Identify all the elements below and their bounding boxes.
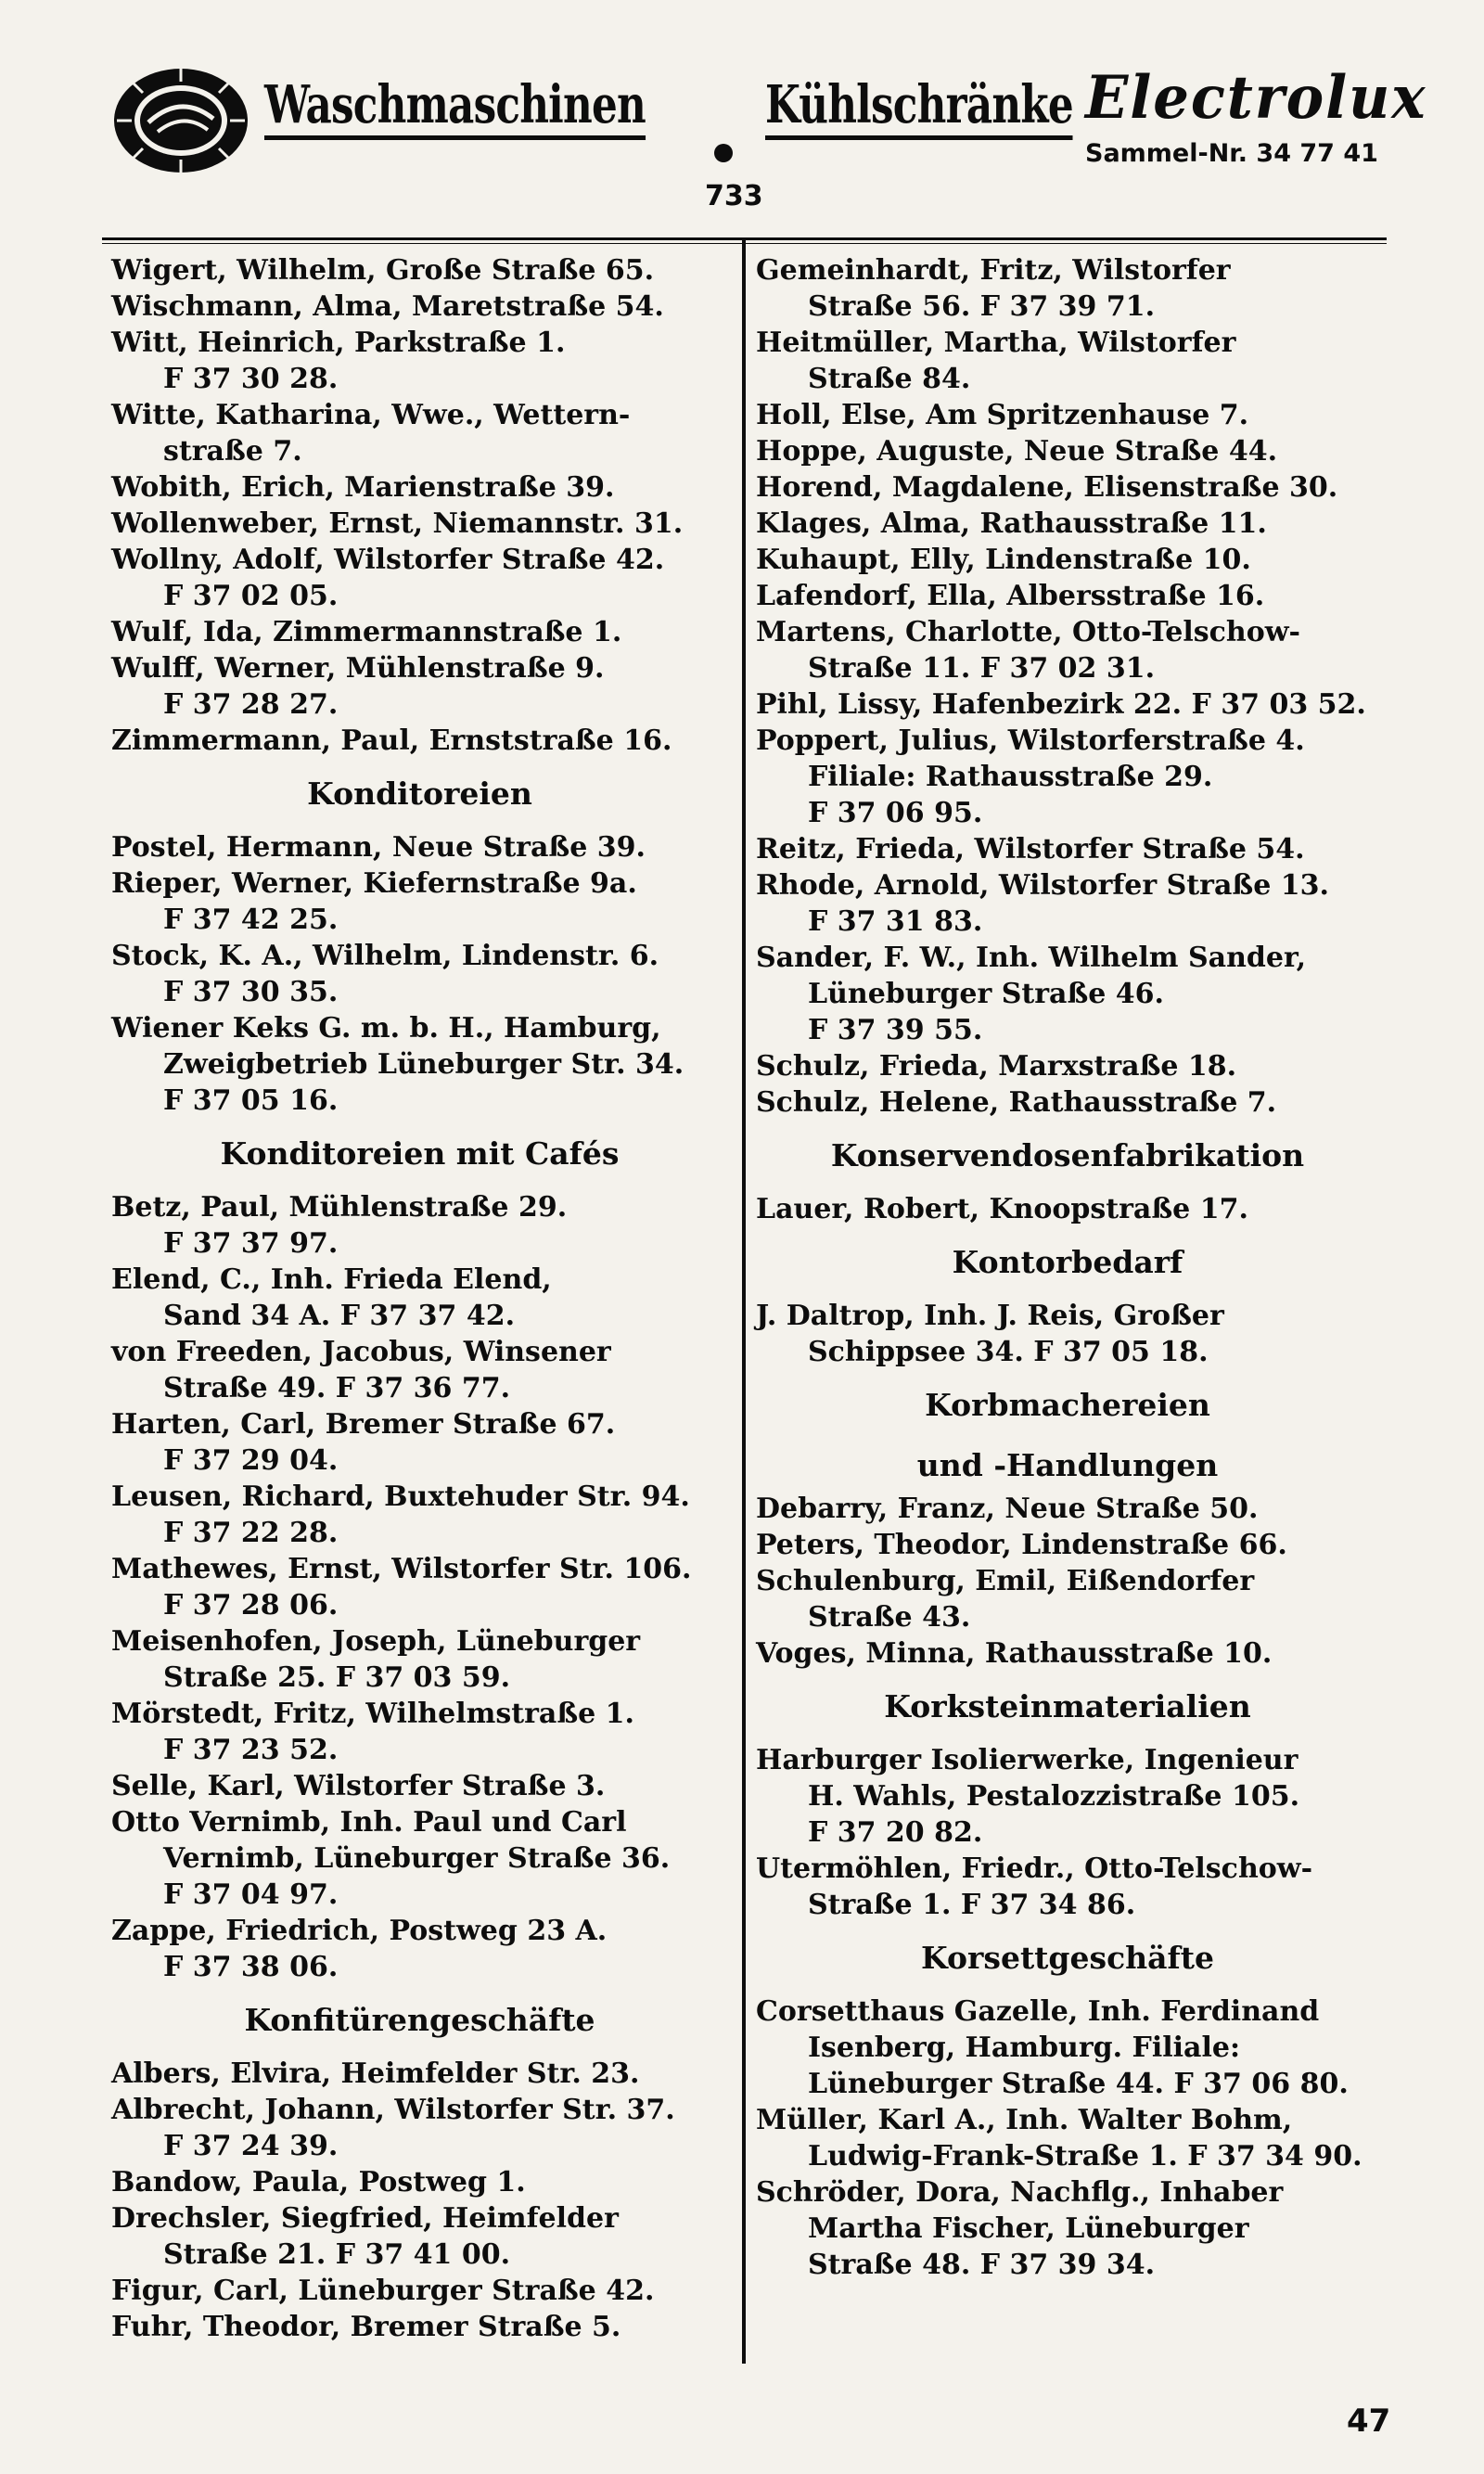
entry-continuation: F 37 05 16. bbox=[163, 1084, 339, 1117]
section-heading: Kontorbedarf bbox=[952, 1244, 1183, 1280]
directory-entry: Harburger Isolierwerke, Ingenieur bbox=[756, 1744, 1298, 1776]
directory-entry: Lafendorf, Ella, Albersstraße 16. bbox=[756, 580, 1265, 612]
column-divider bbox=[742, 239, 746, 2364]
directory-entry: Utermöhlen, Friedr., Otto-Telschow- bbox=[756, 1852, 1313, 1885]
directory-entry: Sander, F. W., Inh. Wilhelm Sander, bbox=[756, 942, 1307, 974]
entry-continuation: Vernimb, Lüneburger Straße 36. bbox=[163, 1842, 671, 1875]
directory-entry: Lauer, Robert, Knoopstraße 17. bbox=[756, 1193, 1248, 1225]
footer-number: 47 bbox=[1347, 2403, 1391, 2440]
entry-continuation: Sand 34 A. F 37 37 42. bbox=[163, 1300, 516, 1332]
directory-entry: Albrecht, Johann, Wilstorfer Str. 37. bbox=[111, 2094, 675, 2126]
directory-entry: Drechsler, Siegfried, Heimfelder bbox=[111, 2202, 619, 2235]
entry-continuation: F 37 30 35. bbox=[163, 976, 339, 1008]
directory-entry: Wischmann, Alma, Maretstraße 54. bbox=[111, 290, 664, 323]
directory-entry: Meisenhofen, Joseph, Lüneburger bbox=[111, 1625, 641, 1658]
entry-continuation: F 37 23 52. bbox=[163, 1734, 339, 1766]
electrolux-sun-logo bbox=[111, 65, 250, 176]
entry-continuation: F 37 28 06. bbox=[163, 1589, 339, 1622]
directory-entry: Mathewes, Ernst, Wilstorfer Str. 106. bbox=[111, 1553, 692, 1585]
directory-entry: Reitz, Frieda, Wilstorfer Straße 54. bbox=[756, 833, 1305, 865]
directory-entry: Pihl, Lissy, Hafenbezirk 22. F 37 03 52. bbox=[756, 688, 1366, 721]
directory-entry: Zimmermann, Paul, Ernststraße 16. bbox=[111, 724, 672, 757]
directory-entry: Heitmüller, Martha, Wilstorfer bbox=[756, 327, 1236, 359]
section-heading: Konditoreien bbox=[307, 776, 532, 812]
entry-continuation: Straße 43. bbox=[808, 1601, 971, 1634]
entry-continuation: Ludwig-Frank-Straße 1. F 37 34 90. bbox=[808, 2140, 1362, 2173]
directory-entry: Harten, Carl, Bremer Straße 67. bbox=[111, 1408, 616, 1441]
advertisement-header bbox=[102, 56, 1427, 186]
entry-continuation: Filiale: Rathausstraße 29. bbox=[808, 761, 1213, 793]
directory-entry: Witt, Heinrich, Parkstraße 1. bbox=[111, 327, 566, 359]
directory-entry: Rieper, Werner, Kiefernstraße 9a. bbox=[111, 867, 637, 900]
section-heading-continuation: und -Handlungen bbox=[916, 1447, 1219, 1483]
entry-continuation: Isenberg, Hamburg. Filiale: bbox=[808, 2032, 1241, 2064]
entry-continuation: F 37 31 83. bbox=[808, 905, 983, 938]
entry-continuation: F 37 24 39. bbox=[163, 2130, 339, 2162]
section-heading: Konfitürengeschäfte bbox=[244, 2002, 595, 2038]
entry-continuation: F 37 22 28. bbox=[163, 1517, 339, 1549]
brand-name: Electrolux bbox=[1085, 63, 1427, 133]
directory-entry: Wollenweber, Ernst, Niemannstr. 31. bbox=[111, 507, 684, 540]
section-heading: Korksteinmaterialien bbox=[884, 1688, 1251, 1724]
directory-entry: Wulf, Ida, Zimmermannstraße 1. bbox=[111, 616, 622, 648]
entry-continuation: F 37 04 97. bbox=[163, 1878, 339, 1911]
entry-continuation: Straße 48. F 37 39 34. bbox=[808, 2249, 1156, 2281]
directory-entry: Schröder, Dora, Nachflg., Inhaber bbox=[756, 2176, 1284, 2209]
directory-entry: Wigert, Wilhelm, Große Straße 65. bbox=[111, 254, 655, 287]
directory-entry: Corsetthaus Gazelle, Inh. Ferdinand bbox=[756, 1995, 1320, 2028]
page-number: 733 bbox=[705, 180, 763, 212]
directory-entry: Figur, Carl, Lüneburger Straße 42. bbox=[111, 2275, 655, 2307]
entry-continuation: F 37 02 05. bbox=[163, 580, 339, 612]
entry-continuation: Straße 25. F 37 03 59. bbox=[163, 1661, 511, 1694]
directory-entry: Fuhr, Theodor, Bremer Straße 5. bbox=[111, 2311, 621, 2343]
entry-continuation: Straße 1. F 37 34 86. bbox=[808, 1889, 1136, 1921]
directory-entry: Gemeinhardt, Fritz, Wilstorfer bbox=[756, 254, 1231, 287]
directory-entry: Horend, Magdalene, Elisenstraße 30. bbox=[756, 471, 1338, 504]
section-heading: Korsettgeschäfte bbox=[921, 1940, 1214, 1976]
directory-entry: Kuhaupt, Elly, Lindenstraße 10. bbox=[756, 544, 1251, 576]
entry-continuation: F 37 37 97. bbox=[163, 1227, 339, 1260]
section-heading: Konditoreien mit Cafés bbox=[220, 1135, 620, 1172]
directory-entry: Bandow, Paula, Postweg 1. bbox=[111, 2166, 526, 2198]
directory-entry: Debarry, Franz, Neue Straße 50. bbox=[756, 1493, 1259, 1525]
collective-phone-number: Sammel-Nr. 34 77 41 bbox=[1085, 139, 1378, 168]
entry-continuation: F 37 39 55. bbox=[808, 1014, 983, 1046]
entry-continuation: Lüneburger Straße 44. F 37 06 80. bbox=[808, 2068, 1349, 2100]
left-column bbox=[111, 252, 728, 2345]
directory-entry: Postel, Hermann, Neue Straße 39. bbox=[111, 831, 646, 864]
directory-entry: Wobith, Erich, Marienstraße 39. bbox=[111, 471, 615, 504]
section-heading: Korbmachereien bbox=[925, 1387, 1210, 1423]
entry-continuation: Straße 11. F 37 02 31. bbox=[808, 652, 1156, 685]
directory-entry: Klages, Alma, Rathausstraße 11. bbox=[756, 507, 1267, 540]
directory-entry: Wulff, Werner, Mühlenstraße 9. bbox=[111, 652, 605, 685]
entry-continuation: F 37 30 28. bbox=[163, 363, 339, 395]
header-bullet bbox=[714, 144, 733, 162]
section-heading: Konservendosenfabrikation bbox=[830, 1137, 1305, 1173]
directory-entry: Zappe, Friedrich, Postweg 23 A. bbox=[111, 1915, 608, 1947]
directory-entry: Stock, K. A., Wilhelm, Lindenstr. 6. bbox=[111, 940, 659, 972]
directory-entry: Voges, Minna, Rathausstraße 10. bbox=[756, 1637, 1273, 1670]
entry-continuation: straße 7. bbox=[163, 435, 302, 468]
directory-entry: Selle, Karl, Wilstorfer Straße 3. bbox=[111, 1770, 606, 1802]
directory-entry: Witte, Katharina, Wwe., Wettern- bbox=[111, 399, 631, 431]
directory-entry: Müller, Karl A., Inh. Walter Bohm, bbox=[756, 2104, 1293, 2136]
directory-entry: Hoppe, Auguste, Neue Straße 44. bbox=[756, 435, 1278, 468]
entry-continuation: F 37 29 04. bbox=[163, 1444, 339, 1477]
entry-continuation: F 37 38 06. bbox=[163, 1951, 339, 1983]
directory-entry: Poppert, Julius, Wilstorferstraße 4. bbox=[756, 724, 1305, 757]
directory-entry: Holl, Else, Am Spritzenhause 7. bbox=[756, 399, 1249, 431]
directory-entry: Leusen, Richard, Buxtehuder Str. 94. bbox=[111, 1481, 690, 1513]
directory-entry: Betz, Paul, Mühlenstraße 29. bbox=[111, 1191, 568, 1224]
directory-entry: Schulenburg, Emil, Eißendorfer bbox=[756, 1565, 1255, 1597]
directory-entry: J. Daltrop, Inh. J. Reis, Großer bbox=[756, 1300, 1224, 1332]
entry-continuation: H. Wahls, Pestalozzistraße 105. bbox=[808, 1780, 1300, 1813]
header-washing-machines: Waschmaschinen bbox=[264, 74, 646, 140]
entry-continuation: Zweigbetrieb Lüneburger Str. 34. bbox=[163, 1048, 684, 1081]
entry-continuation: Straße 21. F 37 41 00. bbox=[163, 2238, 511, 2271]
header-refrigerators: Kühlschränke bbox=[765, 74, 1073, 140]
entry-continuation: F 37 42 25. bbox=[163, 904, 339, 936]
directory-entry: Wiener Keks G. m. b. H., Hamburg, bbox=[111, 1012, 661, 1045]
entry-continuation: Straße 56. F 37 39 71. bbox=[808, 290, 1156, 323]
directory-entry: Otto Vernimb, Inh. Paul und Carl bbox=[111, 1806, 627, 1839]
entry-continuation: Schippsee 34. F 37 05 18. bbox=[808, 1336, 1209, 1368]
entry-continuation: F 37 06 95. bbox=[808, 797, 983, 829]
directory-entry: Wollny, Adolf, Wilstorfer Straße 42. bbox=[111, 544, 665, 576]
directory-entry: von Freeden, Jacobus, Winsener bbox=[111, 1336, 611, 1368]
directory-entry: Peters, Theodor, Lindenstraße 66. bbox=[756, 1529, 1287, 1561]
directory-entry: Schulz, Helene, Rathausstraße 7. bbox=[756, 1086, 1277, 1119]
directory-entry: Martens, Charlotte, Otto-Telschow- bbox=[756, 616, 1300, 648]
entry-continuation: F 37 28 27. bbox=[163, 688, 339, 721]
directory-entry: Rhode, Arnold, Wilstorfer Straße 13. bbox=[756, 869, 1329, 902]
directory-entry: Elend, C., Inh. Frieda Elend, bbox=[111, 1263, 552, 1296]
directory-entry: Albers, Elvira, Heimfelder Str. 23. bbox=[111, 2057, 640, 2090]
right-column bbox=[756, 252, 1379, 2283]
entry-continuation: Straße 84. bbox=[808, 363, 971, 395]
entry-continuation: F 37 20 82. bbox=[808, 1816, 983, 1849]
directory-entry: Mörstedt, Fritz, Wilhelmstraße 1. bbox=[111, 1698, 634, 1730]
entry-continuation: Lüneburger Straße 46. bbox=[808, 978, 1164, 1010]
entry-continuation: Martha Fischer, Lüneburger bbox=[808, 2212, 1249, 2245]
directory-entry: Schulz, Frieda, Marxstraße 18. bbox=[756, 1050, 1237, 1083]
entry-continuation: Straße 49. F 37 36 77. bbox=[163, 1372, 511, 1404]
